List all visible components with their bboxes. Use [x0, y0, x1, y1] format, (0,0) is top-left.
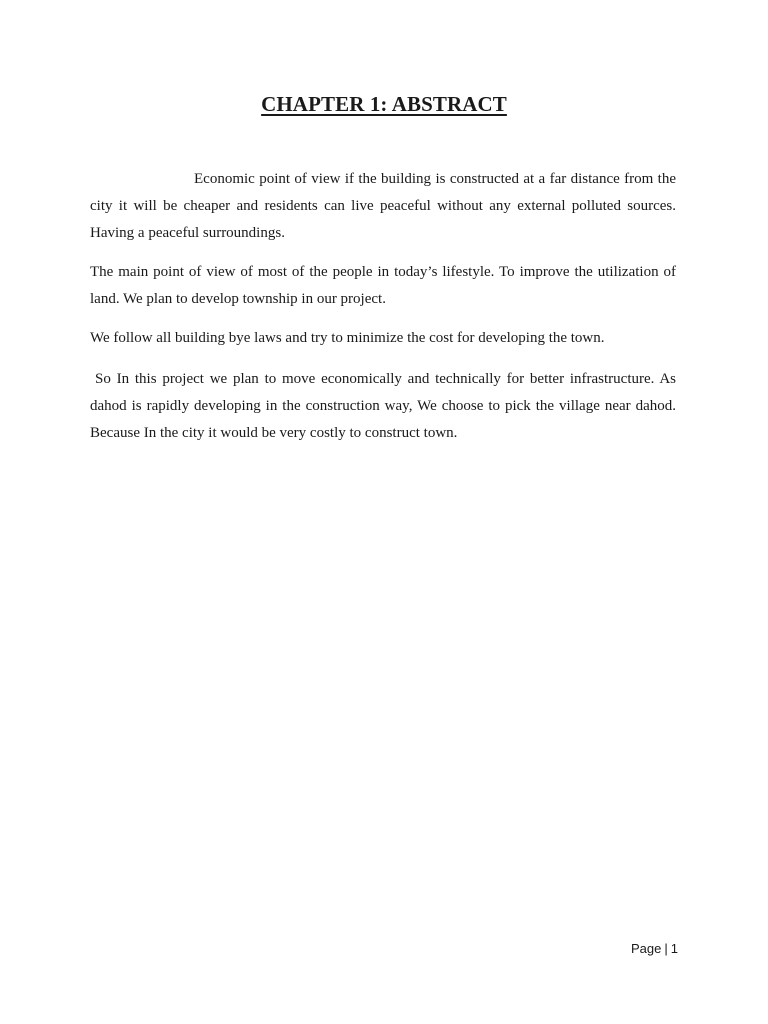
paragraph-3: We follow all building bye laws and try to minimize the cost for developing the town.	[90, 330, 605, 346]
paragraph-1: Economic point of view if the building is constructed at a far distance from the city it will be cheaper and residents can live peaceful without any external polluted sources. Having a peaceful surroundings.	[90, 171, 676, 241]
page-number: 1	[670, 941, 678, 956]
paragraph-2: The main point of view of most of the people in today’s lifestyle. To improve the utilization of land. We plan to develop township in our project.	[90, 264, 676, 307]
paragraph-4: So In this project we plan to move economically and technically for better infrastructure. As dahod is rapidly developing in the construction way, We choose to pick the village near dahod. Because In the city it would be very costly to construct town.	[90, 371, 676, 441]
page-footer	[631, 941, 678, 956]
page-label: Page	[631, 941, 662, 956]
abstract-body	[90, 166, 676, 459]
page-separator: |	[664, 941, 668, 956]
chapter-title: CHAPTER 1: ABSTRACT	[261, 92, 507, 116]
